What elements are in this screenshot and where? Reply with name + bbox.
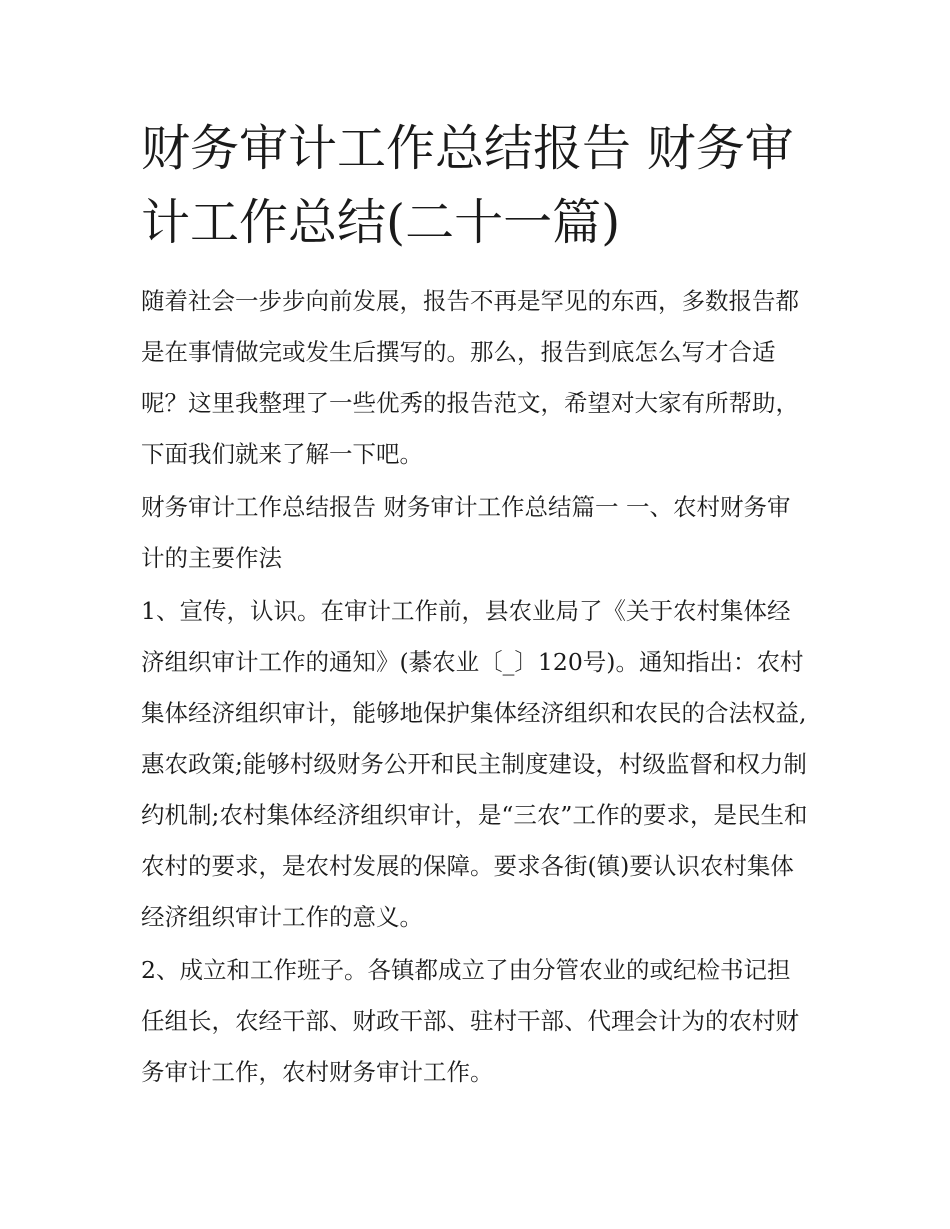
section-heading-paragraph: 财务审计工作总结报告 财务审计工作总结篇一 一、农村财务审计的主要作法 [141, 493, 791, 572]
intro-paragraph: 随着社会一步步向前发展，报告不再是罕见的东西，多数报告都是在事情做完或发生后撰写的。那么，报告到底怎么写才合适呢？这里我整理了一些优秀的报告范文，希望对大家有所帮助，下面我们就来了解一下吧。 [141, 287, 799, 468]
item-1-paragraph: 1、宣传，认识。在审计工作前，县农业局了《关于农村集体经济组织审计工作的通知》(綦农业〔_〕120号)。通知指出：农村集体经济组织审计，能够地保护集体经济组织和农民的合法权益,惠农政策;能够村级财务公开和民主制度建设，村级监督和权力制约机制;农村集体经济组织审计，是“三农”工作的要求，是民生和农村的要求，是农村发展的保障。要求各街(镇)要认识农村集体经济组织审计工作的意义。 [141, 597, 808, 931]
item-2-paragraph: 2、成立和工作班子。各镇都成立了由分管农业的或纪检书记担任组长，农经干部、财政干部、驻村干部、代理会计为的农村财务审计工作，农村财务审计工作。 [141, 956, 799, 1086]
document-body [141, 112, 813, 1100]
document-title: 财务审计工作总结报告 财务审计工作总结(二十一篇) [141, 120, 794, 251]
